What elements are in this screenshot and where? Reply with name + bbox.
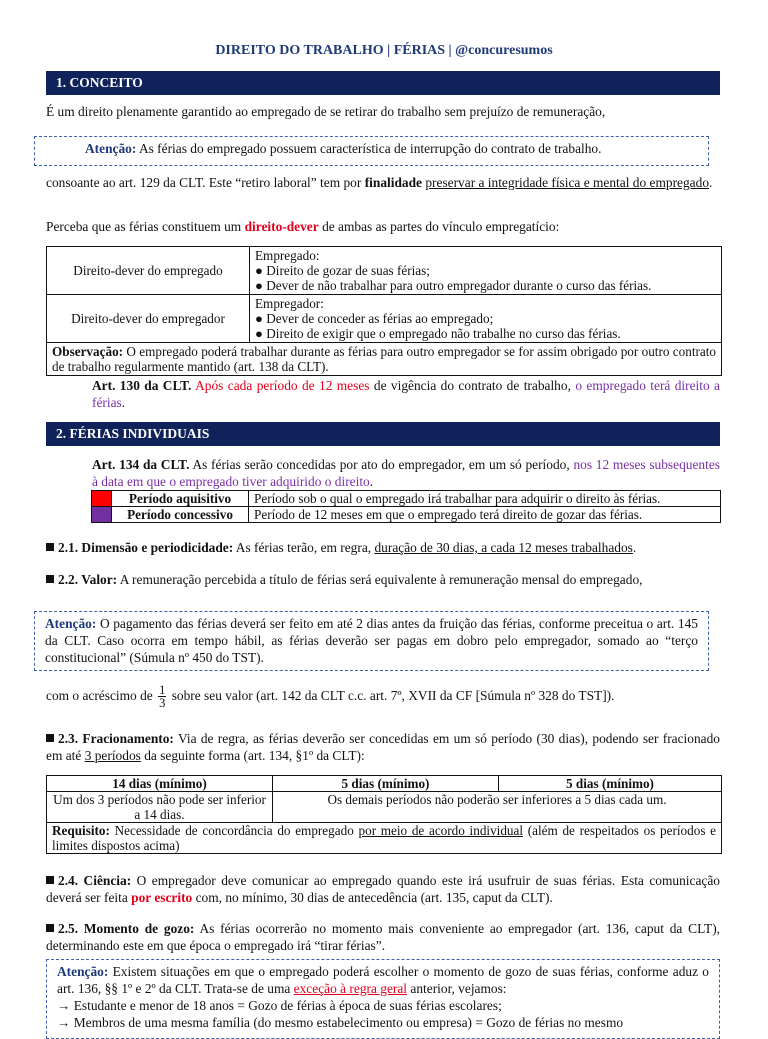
s23-paragraph <box>46 730 720 764</box>
fraction-denominator: 3 <box>159 696 166 711</box>
list-item: → Estudante e menor de 18 anos = Gozo de férias à época de suas férias escolares; <box>57 998 502 1013</box>
row-content <box>250 295 722 343</box>
s23-text-a: Via de regra, as férias deverão ser concedidas em um só período (30 dias), podendo ser fracionado em até <box>46 731 720 763</box>
cont-text-a: com o acréscimo de <box>46 688 153 703</box>
p2-underlined: preservar a integridade física e mental do empregado <box>425 175 710 190</box>
attention-label: Atenção: <box>45 616 97 631</box>
aquisitivo-color-swatch <box>92 491 112 507</box>
cont-text-b: sobre seu valor (art. 142 da CLT c.c. art. 7º, XVII da CF [Súmula nº 328 do TST]). <box>171 688 615 703</box>
s25-head: 2.5. Momento de gozo: <box>58 921 195 936</box>
s25-text: As férias ocorrerão no momento mais conveniente ao empregador (art. 136, caput da CLT), determinando este em que época o empregado irá “tirar férias”. <box>46 921 721 953</box>
art-ref: Art. 130 da CLT. <box>92 378 192 393</box>
art-ref: Art. 134 da CLT. <box>92 457 190 472</box>
bullet-square-icon <box>46 734 54 742</box>
list-item: → Membros de uma mesma família (do mesmo estabelecimento ou empresa) = Gozo de férias no mesmo <box>57 1015 624 1030</box>
s23-underlined: 3 períodos <box>84 748 141 763</box>
row-label: Direito-dever do empregado <box>47 247 250 295</box>
fracionamento-table <box>46 775 722 854</box>
attention-text: O pagamento das férias deverá ser feito em até 2 dias antes da fruição das férias, conforme preceitua o art. 145 da CLT. Caso ocorra em tempo hábil, as férias deverão ser pagas em dobro pelo empregador, somado ao “terço constitucional” (Súmula nº 450 do TST). <box>45 616 698 665</box>
s24-head: 2.4. Ciência: <box>58 873 132 888</box>
section-header-conceito: 1. CONCEITO <box>46 71 720 95</box>
s24-text-a: O empregador deve comunicar ao empregado quando este irá usufruir de suas férias. Esta comunicação deverá ser feita <box>46 873 720 905</box>
table-row <box>47 823 722 854</box>
requisito-label: Requisito: <box>52 823 110 838</box>
p2-finalidade: finalidade <box>364 175 422 190</box>
conceito-paragraph-1: É um direito plenamente garantido ao empregado de se retirar do trabalho sem prejuízo de remuneração, <box>46 104 606 119</box>
s25-paragraph <box>46 920 720 954</box>
column-header: 5 dias (mínimo) <box>499 776 722 792</box>
period-text: Período de 12 meses em que o empregado terá direito de gozar das férias. <box>249 507 721 523</box>
duty-table <box>46 246 722 376</box>
art-134-paragraph <box>92 456 720 490</box>
s22-paragraph <box>46 571 720 588</box>
table-row <box>47 792 722 823</box>
period-label: Período concessivo <box>112 507 249 523</box>
table-row <box>47 343 722 376</box>
s23-text-b: da seguinte forma (art. 134, §1º da CLT): <box>144 748 365 763</box>
s24-text-b: com, no mínimo, 30 dias de antecedência (art. 135, caput da CLT). <box>195 890 553 905</box>
attention-text-b: anterior, vejamos: <box>410 981 507 996</box>
conceito-paragraph-3 <box>46 218 720 235</box>
attention-label: Atenção: <box>85 141 137 156</box>
row-content <box>250 247 722 295</box>
observation-cell <box>47 343 722 376</box>
s23-head: 2.3. Fracionamento: <box>58 731 174 746</box>
table-row <box>47 776 722 792</box>
section-header-ferias-individuais: 2. FÉRIAS INDIVIDUAIS <box>46 422 720 446</box>
p2-period: . <box>709 175 713 190</box>
bullet-square-icon <box>46 575 54 583</box>
p3-text-a: Perceba que as férias constituem um <box>46 219 242 234</box>
s24-paragraph <box>46 872 720 906</box>
table-row <box>92 507 721 523</box>
p3-text-c: de ambas as partes do vínculo empregatício: <box>322 219 560 234</box>
table-row <box>92 491 721 507</box>
s21-paragraph <box>46 539 720 556</box>
table-row <box>47 247 722 295</box>
art-mid-text: As férias serão concedidas por ato do empregador, em um só período, <box>192 457 570 472</box>
periods-table <box>91 490 721 523</box>
requisito-cell <box>47 823 722 854</box>
attention-red-text: exceção à regra geral <box>293 981 408 996</box>
s22-head: 2.2. Valor: <box>58 572 118 587</box>
observation-text: O empregado poderá trabalhar durante as férias para outro empregador se for assim obrigado por outro contrato de trabalho regularmente mantido (art. 138 da CLT). <box>52 344 717 374</box>
concessivo-color-swatch <box>92 507 112 523</box>
table-row <box>47 295 722 343</box>
p3-direito-dever: direito-dever <box>244 219 319 234</box>
conceito-paragraph-2 <box>46 174 720 191</box>
attention-text: As férias do empregado possuem característica de interrupção do contrato de trabalho. <box>138 141 602 156</box>
attention-box-interrupcao <box>34 136 709 166</box>
art-130-paragraph <box>92 377 720 411</box>
art-end: . <box>369 474 374 489</box>
row-head: Empregador: <box>255 296 324 311</box>
row-label: Direito-dever do empregador <box>47 295 250 343</box>
observation-label: Observação: <box>52 344 124 359</box>
s21-underlined: duração de 30 dias, a cada 12 meses trabalhados <box>374 540 633 555</box>
s21-text: As férias terão, em regra, <box>235 540 372 555</box>
attention-label: Atenção: <box>57 964 109 979</box>
s21-head: 2.1. Dimensão e periodicidade: <box>58 540 234 555</box>
s22-text: A remuneração percebida a título de férias será equivalente à remuneração mensal do empregado, <box>119 572 643 587</box>
art-red-text: Após cada período de 12 meses <box>195 378 370 393</box>
attention-box-pagamento <box>34 611 709 671</box>
column-header: 5 dias (mínimo) <box>273 776 499 792</box>
one-third-fraction <box>158 684 166 709</box>
attention-text-a: Existem situações em que o empregado poderá escolher o momento de gozo de suas férias, conforme aduz o art. 136, §§ 1º e 2º da CLT. Trata-se de uma <box>57 964 709 996</box>
column-header: 14 dias (mínimo) <box>47 776 273 792</box>
document-title: DIREITO DO TRABALHO | FÉRIAS | @concuresumos <box>215 43 553 58</box>
row-item: ● Dever de não trabalhar para outro empregador durante o curso das férias. <box>255 278 652 293</box>
art-end: . <box>121 395 126 410</box>
attention-box-momento-gozo <box>46 959 720 1039</box>
s24-red-text: por escrito <box>131 890 193 905</box>
p2-text: consoante ao art. 129 da CLT. Este “retiro laboral” tem por <box>46 175 362 190</box>
period-label: Período aquisitivo <box>112 491 249 507</box>
art-purple-text: nos 12 meses subsequentes à data em que o empregado tiver adquirido o direito <box>92 457 720 489</box>
row-head: Empregado: <box>255 248 320 263</box>
row-item: ● Direito de exigir que o empregado não trabalhe no curso das férias. <box>255 326 621 341</box>
bullet-square-icon <box>46 924 54 932</box>
requisito-underlined: por meio de acordo individual <box>358 823 524 838</box>
table-cell: Um dos 3 períodos não pode ser inferior a 14 dias. <box>47 792 273 823</box>
table-cell: Os demais períodos não poderão ser inferiores a 5 dias cada um. <box>273 792 722 823</box>
row-item: ● Direito de gozar de suas férias; <box>255 263 430 278</box>
requisito-text-b: (além de respeitados os períodos e limites dispostos acima) <box>52 823 717 853</box>
requisito-text-a: Necessidade de concordância do empregado <box>114 823 354 838</box>
bullet-square-icon <box>46 543 54 551</box>
period-text: Período sob o qual o empregado irá trabalhar para adquirir o direito às férias. <box>249 491 721 507</box>
art-purple-text: o empregado terá direito a férias <box>92 378 721 410</box>
bullet-square-icon <box>46 876 54 884</box>
row-item: ● Dever de conceder as férias ao empregado; <box>255 311 494 326</box>
s22-continuation <box>46 681 720 711</box>
art-mid-text: de vigência do contrato de trabalho, <box>373 378 571 393</box>
s21-end: . <box>632 540 637 555</box>
fraction-numerator: 1 <box>159 683 166 698</box>
